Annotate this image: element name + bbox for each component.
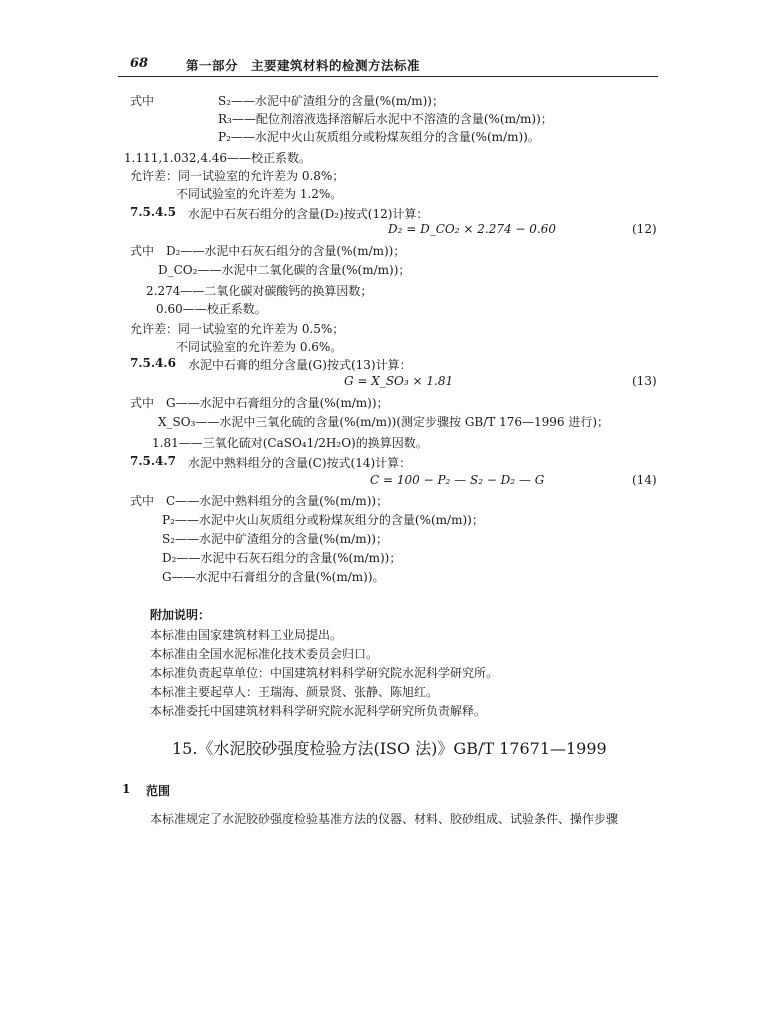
equation-number: (12) [632,222,657,236]
def-p2: P₂——水泥中火山灰质组分或粉煤灰组分的含量(%(m/m))； [162,513,484,527]
def-dco2: D_CO₂——水泥中二氧化碳的含量(%(m/m))； [158,263,411,277]
clause-text: 水泥中熟料组分的含量(C)按式(14)计算： [188,456,412,470]
tolerance-diff-lab: 不同试验室的允许差为 0.6%。 [176,340,343,354]
section-number: 1 [122,782,131,796]
tolerance-diff-lab: 不同试验室的允许差为 1.2%。 [176,187,343,201]
def-xso3: X_SO₃——水泥中三氧化硫的含量(%(m/m))(测定步骤按 GB/T 176—1996 进行)； [158,415,610,429]
section-title: 范围 [146,784,171,798]
formula-12: D₂ = D_CO₂ × 2.274 − 0.60 [388,222,557,236]
clause-number: 7.5.4.6 [130,356,176,370]
clause-text: 水泥中石灰石组分的含量(D₂)按式(12)计算： [188,207,429,221]
def-g: 式中 G——水泥中石膏组分的含量(%(m/m))； [130,396,389,410]
tolerance-same-lab: 允许差：同一试验室的允许差为 0.5%； [130,322,345,336]
page-number: 68 [130,56,149,71]
equation-number: (13) [632,374,657,388]
notes-heading: 附加说明： [150,608,211,622]
def-p2: P₂——水泥中火山灰质组分或粉煤灰组分的含量(%(m/m))。 [218,130,540,144]
def-d2: D₂——水泥中石灰石组分的含量(%(m/m))； [162,551,402,565]
def-s2: S₂——水泥中矿渣组分的含量(%(m/m))； [162,532,388,546]
correction-factor: 0.60——校正系数。 [156,302,267,316]
note-line: 本标准负责起草单位：中国建筑材料科学研究院水泥科学研究所。 [150,666,499,680]
formula-14: C = 100 − P₂ — S₂ − D₂ — G [370,473,545,487]
section-body: 本标准规定了水泥胶砂强度检验基准方法的仪器、材料、胶砂组成、试验条件、操作步骤 [150,812,619,826]
conversion-factor: 1.81——三氧化硫对(CaSO₄1/2H₂O)的换算因数。 [152,436,428,450]
def-c: 式中 C——水泥中熟料组分的含量(%(m/m))； [130,494,389,508]
def-g: G——水泥中石膏组分的含量(%(m/m))。 [162,570,385,584]
def-d2: 式中 D₂——水泥中石灰石组分的含量(%(m/m))； [130,244,406,258]
note-line: 本标准委托中国建筑材料科学研究院水泥科学研究所负责解释。 [150,704,487,718]
note-line: 本标准由国家建筑材料工业局提出。 [150,628,343,642]
clause-number: 7.5.4.5 [130,205,176,219]
note-line: 本标准主要起草人：王瑞海、颜景贤、张静、陈旭红。 [150,685,439,699]
correction-factors: 1.111,1.032,4.46——校正系数。 [124,151,312,165]
standard-title: 15.《水泥胶砂强度检验方法(ISO 法)》GB/T 17671—1999 [172,739,607,758]
equation-number: (14) [632,473,657,487]
note-line: 本标准由全国水泥标准化技术委员会归口。 [150,647,379,661]
conversion-factor: 2.274——二氧化碳对碳酸钙的换算因数； [146,284,373,298]
formula-13: G = X_SO₃ × 1.81 [344,374,454,388]
where-label: 式中 [130,94,155,108]
header-rule [118,76,658,77]
clause-text: 水泥中石膏的组分含量(G)按式(13)计算： [188,358,412,372]
running-header-title: 第一部分 主要建筑材料的检测方法标准 [186,58,421,73]
tolerance-same-lab: 允许差：同一试验室的允许差为 0.8%； [130,169,345,183]
clause-number: 7.5.4.7 [130,454,176,468]
def-s2: S₂——水泥中矿渣组分的含量(%(m/m))； [218,94,444,108]
def-r3: R₃——配位剂溶液选择溶解后水泥中不溶渣的含量(%(m/m))； [218,112,553,126]
